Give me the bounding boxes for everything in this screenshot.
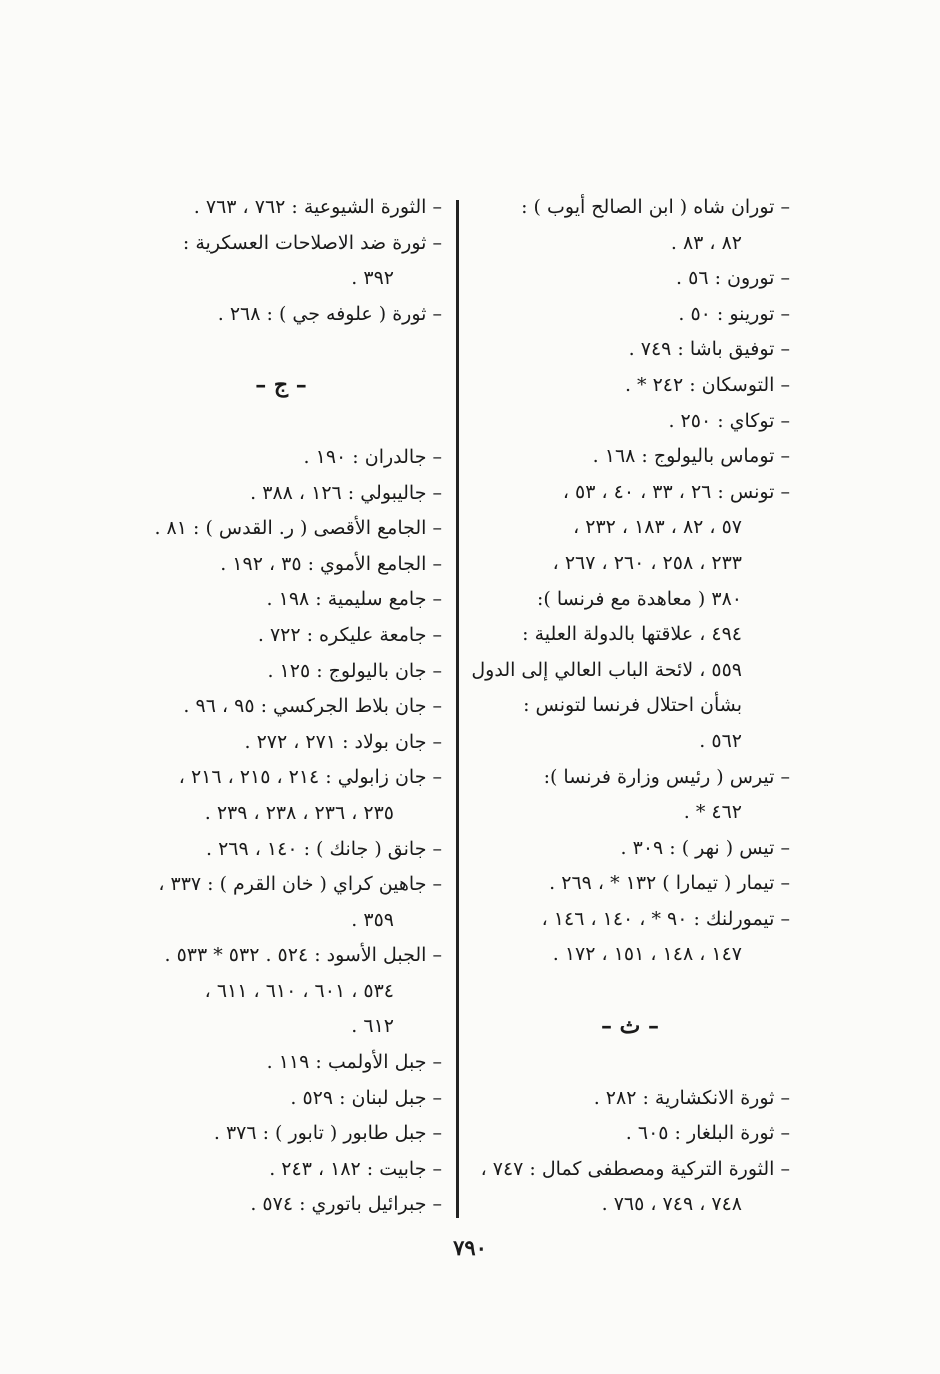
index-entry-line: – جان باليولوج : ١٢٥ .: [267, 659, 442, 682]
index-entry-line: ٨٢ ، ٨٣ .: [670, 231, 742, 254]
right-column: [470, 190, 790, 1223]
index-entry-line: – جابيت : ١٨٢ ، ٢٤٣ .: [269, 1157, 442, 1180]
column-divider: [456, 200, 459, 1218]
index-entry-line: ٥٣٤ ، ٦٠١ ، ٦١٠ ، ٦١١ ،: [204, 979, 394, 1002]
index-entry-line: – توكاي : ٢٥٠ .: [668, 409, 790, 432]
index-entry-line: بشأن احتلال فرنسا لتونس :: [523, 694, 742, 717]
index-entry-line: – تونس : ٢٦ ، ٣٣ ، ٤٠ ، ٥٣ ،: [562, 480, 790, 503]
index-entry-line: – الثورة التركية ومصطفى كمال : ٧٤٧ ،: [480, 1157, 790, 1180]
index-entry-line: ٣٥٩ .: [351, 908, 394, 931]
index-entries-tha: [470, 1081, 790, 1223]
index-entry-line: – ثورة الانكشارية : ٢٨٢ .: [593, 1086, 790, 1109]
index-entry-line: ٤٩٤ ، علاقتها بالدولة العلية :: [522, 623, 742, 646]
index-entries-tha-cont: [120, 190, 442, 332]
index-entry-line: ٥٧ ، ٨٢ ، ١٨٣ ، ٢٣٢ ،: [573, 516, 742, 539]
section-heading-jim: – ج –: [255, 372, 307, 399]
index-entry-line: – جان بلاط الجركسي : ٩٥ ، ٩٦ .: [183, 695, 442, 718]
index-entry-line: – جاهين كراي ( خان القرم ) : ٣٣٧ ،: [158, 873, 442, 896]
index-entry-line: ٥٥٩ ، لائحة الباب العالي إلى الدول: [471, 658, 742, 681]
index-entry-line: – توماس باليولوج : ١٦٨ .: [592, 445, 790, 468]
index-entry-line: – جاليبولي : ١٢٦ ، ٣٨٨ .: [250, 481, 442, 504]
index-entry-line: – جان بولاد : ٢٧١ ، ٢٧٢ .: [244, 730, 442, 753]
index-entry-line: – جبل لبنان : ٥٢٩ .: [290, 1086, 442, 1109]
index-entry-line: – جبل طابور ( تابور ) : ٣٧٦ .: [213, 1122, 442, 1145]
index-entry-line: – ثورة ( علوفه جي ) : ٢٦٨ .: [217, 302, 442, 325]
index-entry-line: – تورون : ٥٦ .: [676, 267, 790, 290]
index-entry-line: – التوسكان : ٢٤٢ * .: [624, 373, 790, 396]
index-entry-line: ٢٣٣ ، ٢٥٨ ، ٢٦٠ ، ٢٦٧ ،: [552, 551, 742, 574]
index-entry-line: ٥٦٢ .: [699, 729, 742, 752]
index-entry-line: ٦١٢ .: [351, 1015, 394, 1038]
index-entry-line: – الجامع الأقصى ( ر. القدس ) : ٨١ .: [154, 517, 442, 540]
index-entry-line: – الجبل الأسود : ٥٢٤ . ٥٣٢ * ٥٣٣ .: [164, 944, 442, 967]
index-entry-line: – الثورة الشيوعية : ٧٦٢ ، ٧٦٣ .: [193, 196, 442, 218]
index-entry-line: ٢٣٥ ، ٢٣٦ ، ٢٣٨ ، ٢٣٩ .: [204, 801, 394, 824]
index-entry-line: ٣٨٠ ( معاهدة مع فرنسا ):: [536, 587, 742, 610]
index-entry-line: – جبل الأولمب : ١١٩ .: [266, 1051, 442, 1074]
index-entry-line: ٤٦٢ * .: [683, 801, 742, 824]
index-entry-line: – تيس ( نهر ) : ٣٠٩ .: [620, 836, 790, 859]
section-heading-tha: – ث –: [600, 1013, 660, 1040]
index-entry-line: – جانق ( جانك ) : ١٤٠ ، ٢٦٩ .: [205, 837, 442, 860]
index-entry-line: ٣٩٢ .: [351, 267, 394, 290]
page-number: ٧٩٠: [453, 1235, 487, 1260]
index-entry-line: – جالدران : ١٩٠ .: [303, 445, 442, 468]
index-entry-line: – توران شاه ( ابن الصالح أيوب ) :: [521, 196, 790, 218]
index-entry-line: – جامع سليمية : ١٩٨ .: [266, 588, 442, 611]
index-entry-line: – تيرس ( رئيس وزارة فرنسا ):: [543, 765, 790, 788]
index-entry-line: – تيمورلنك : ٩٠ * ، ١٤٠ ، ١٤٦ ،: [541, 907, 790, 930]
index-entries-ta: [470, 190, 790, 973]
index-entry-line: – تيمار ( تيمارا ) ١٣٢ * ، ٢٦٩ .: [549, 872, 790, 895]
index-entry-line: – تورينو : ٥٠ .: [678, 302, 790, 325]
index-entry-line: – ثورة البلغار : ٦٠٥ .: [625, 1122, 790, 1145]
left-column: [120, 190, 442, 1223]
index-entry-line: – توفيق باشا : ٧٤٩ .: [628, 338, 790, 361]
index-entry-line: – جبرائيل باتوري : ٥٧٤ .: [250, 1193, 442, 1216]
index-entry-line: – الجامع الأموي : ٣٥ ، ١٩٢ .: [220, 552, 442, 575]
index-entry-line: – جان زابولي : ٢١٤ ، ٢١٥ ، ٢١٦ ،: [178, 766, 442, 789]
index-entry-line: ٧٤٨ ، ٧٤٩ ، ٧٦٥ .: [601, 1193, 742, 1216]
index-entry-line: ١٤٧ ، ١٤٨ ، ١٥١ ، ١٧٢ .: [552, 943, 742, 966]
index-entry-line: – جامعة عليكره : ٧٢٢ .: [257, 623, 442, 646]
index-entries-jim: [120, 440, 442, 1223]
index-entry-line: – ثورة ضد الاصلاحات العسكرية :: [182, 231, 442, 254]
